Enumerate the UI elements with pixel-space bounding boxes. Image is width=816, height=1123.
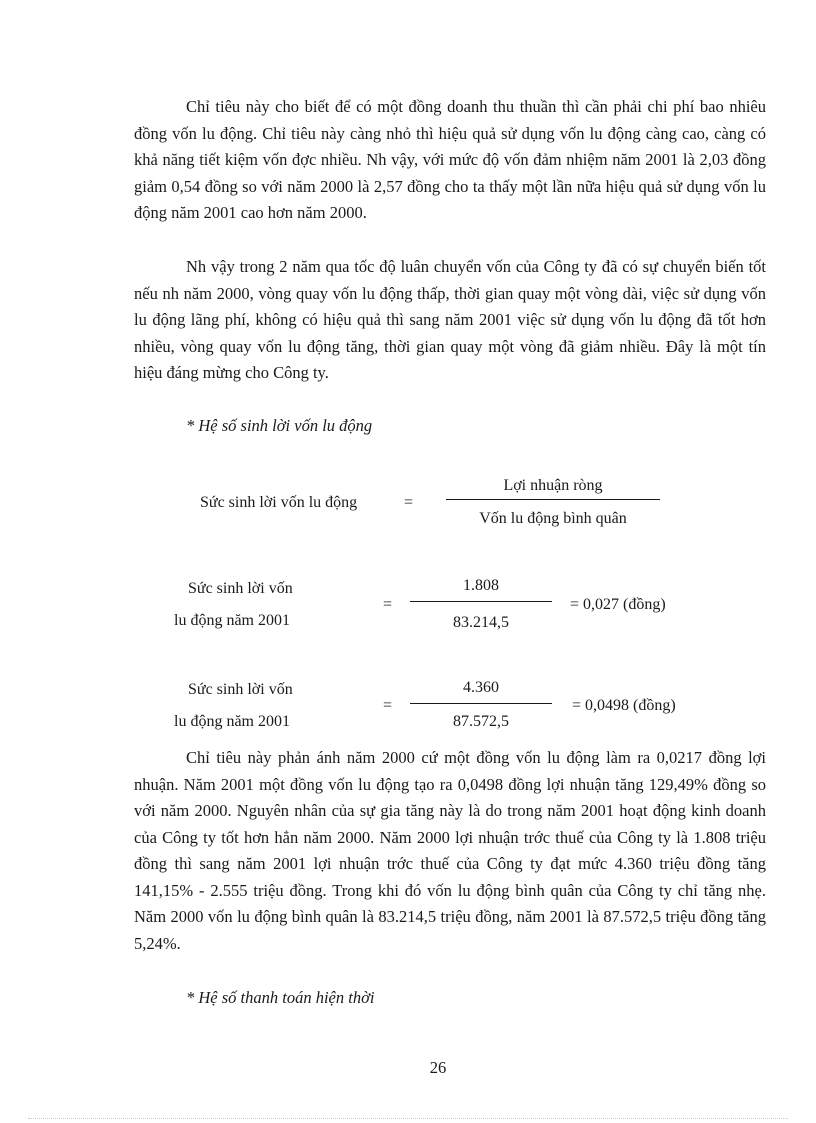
calc2-equals: = <box>383 697 393 714</box>
page-number: 26 <box>429 1058 447 1077</box>
formula-denominator: Vốn lu động bình quân <box>479 510 627 527</box>
calc1-denominator: 83.214,5 <box>453 614 509 631</box>
calc2-result: = 0,0498 (đồng) <box>572 697 676 714</box>
formula-equals: = <box>404 494 414 511</box>
calc1-label-line1: Sức sinh lời vốn <box>188 580 293 597</box>
calc1-result: = 0,027 (đồng) <box>570 596 666 613</box>
calc1-numerator: 1.808 <box>463 577 499 594</box>
paragraph-turnover-summary: Nh vậy trong 2 năm qua tốc độ luân chuyển vốn của Công ty đã có sự chuyển biến tốt nếu nh năm 2000, vòng quay vốn lu động thấp, thời gian quay một vòng dài, việc sử dụng vốn lu động lãng phí, không có hiệu quả thì sang năm 2001 việc sử dụng vốn lu động đã tốt hơn nhiều, vòng quay vốn lu động tăng, thời gian quay một vòng đã giảm nhiều. Đây là một tín hiệu đáng mừng cho Công ty. <box>134 257 766 382</box>
calc1-label-line2: lu động năm 2001 <box>174 612 290 629</box>
footer-dotted-rule <box>28 1118 788 1119</box>
calc1-fraction-bar <box>410 601 552 602</box>
formula-numerator: Lợi nhuận ròng <box>503 477 603 494</box>
calc2-fraction-bar <box>410 703 552 704</box>
formula-label: Sức sinh lời vốn lu động <box>200 494 358 511</box>
calc2-denominator: 87.572,5 <box>453 713 509 730</box>
paragraph-capital-requirement: Chỉ tiêu này cho biết để có một đồng doanh thu thuần thì cần phải chi phí bao nhiêu đồng vốn lu động. Chỉ tiêu này càng nhỏ thì hiệu quả sử dụng vốn lu động càng cao, càng có khả năng tiết kiệm vốn đợc nhiều. Nh vậy, với mức độ vốn đảm nhiệm năm 2001 là 2,03 đồng giảm 0,54 đồng so với năm 2000 là 2,57 đồng cho ta thấy một lần nữa hiệu quả sử dụng vốn lu động năm 2001 cao hơn năm 2000. <box>134 97 766 222</box>
formula-fraction-bar <box>446 499 660 500</box>
paragraph-profitability-analysis: Chỉ tiêu này phản ánh năm 2000 cứ một đồng vốn lu động làm ra 0,0217 đồng lợi nhuận. Năm 2001 một đồng vốn lu động tạo ra 0,0498 đồng lợi nhuận tăng 129,49% đồng so với năm 2000. Nguyên nhân của sự gia tăng này là do trong năm 2001 hoạt động kinh doanh của Công ty tốt hơn hẳn năm 2000. Năm 2000 lợi nhuận trớc thuế của Công ty là 1.808 triệu đồng thì sang năm 2001 lợi nhuận trớc thuế của Công ty đạt mức 4.360 triệu đồng tăng 141,15% - 2.555 triệu đồng. Trong khi đó vốn lu động bình quân của Công ty chỉ tăng nhẹ. Năm 2000 vốn lu động bình quân là 83.214,5 triệu đồng, năm 2001 là 87.572,5 triệu đồng tăng 5,24%. <box>134 748 766 953</box>
calc2-numerator: 4.360 <box>463 679 499 696</box>
heading-current-ratio: * Hệ số thanh toán hiện thời <box>186 988 375 1007</box>
calc2-label-line2: lu động năm 2001 <box>174 713 290 730</box>
calc1-equals: = <box>383 596 393 613</box>
heading-profitability-ratio: * Hệ số sinh lời vốn lu động <box>186 416 373 435</box>
calc2-label-line1: Sức sinh lời vốn <box>188 681 293 698</box>
